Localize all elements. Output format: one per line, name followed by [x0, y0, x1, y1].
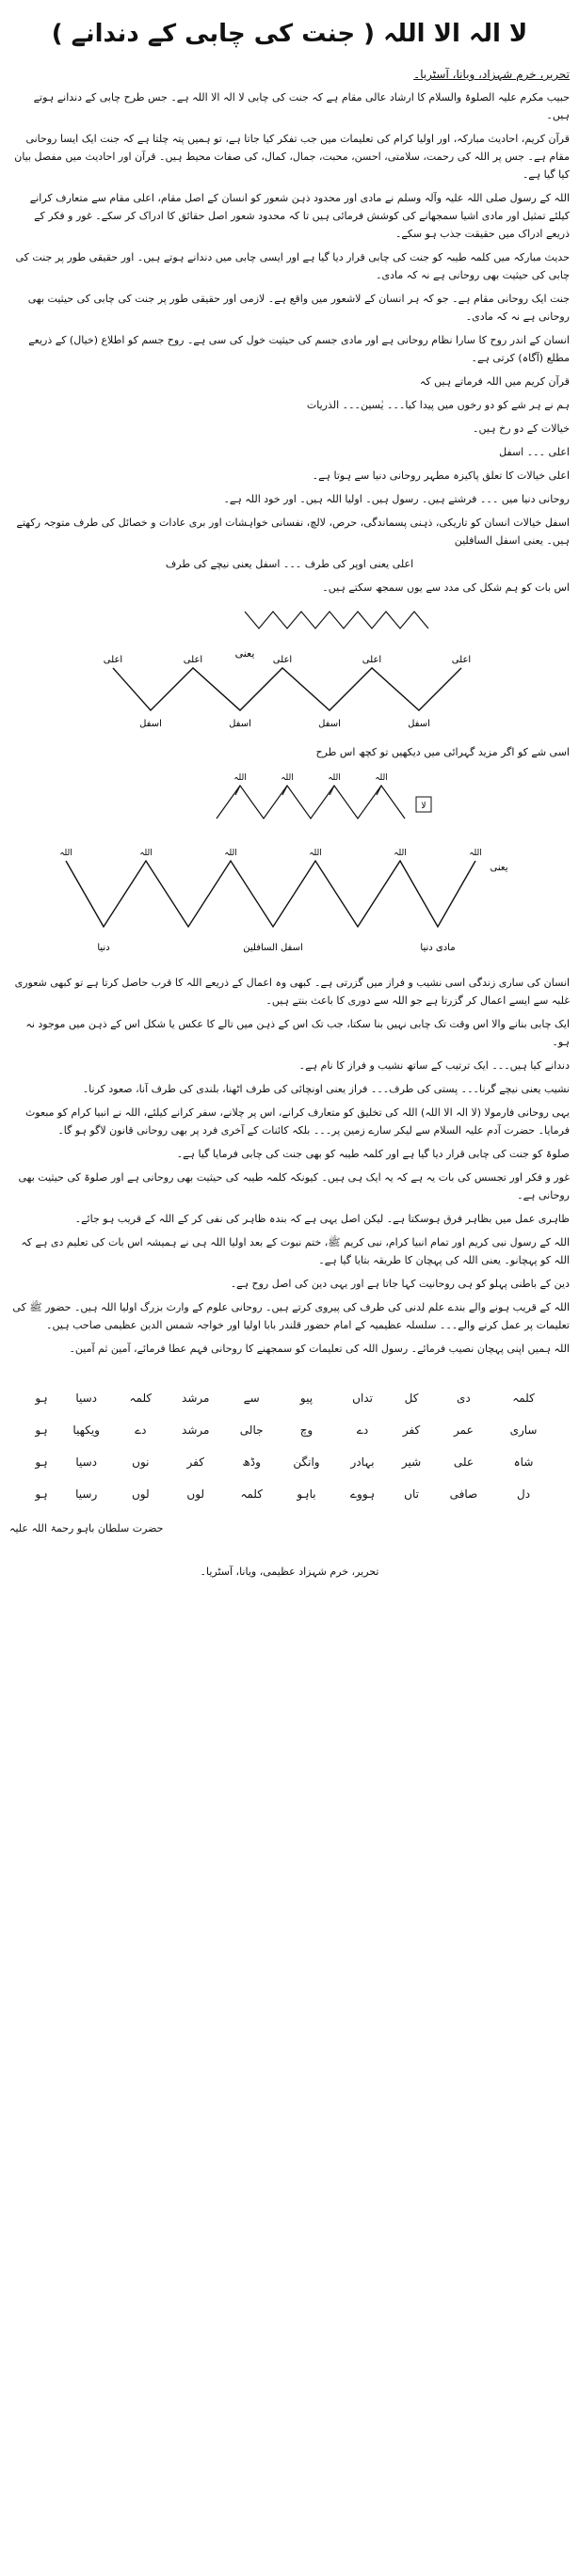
- valley-label: اسفل: [408, 719, 430, 729]
- poem-attribution: حضرت سلطان باہو رحمۃ اللہ علیہ: [9, 1522, 164, 1534]
- article-title: لا الہ الا اللہ ( جنت کی چابی کے دندانے ): [51, 20, 528, 48]
- poem-word: کفر: [402, 1423, 421, 1437]
- paragraph: اللہ کے قریب ہونے والے بندے علم لدنی کی طرف کی پیروی کرتے ہیں۔ روحانی علوم کے وارث بزرگ اولیا اللہ ہیں۔ حضور ﷺ کی تعلیمات پر عمل کرنے والے۔۔۔ سلسلہ عظیمیہ کے امام حضور قلندر بابا اولیا اور خواجہ شمس الدین عظیمی صاحب ہیں۔: [12, 1301, 570, 1331]
- poem-word: دی: [457, 1391, 471, 1405]
- zigzag-diagram: [9, 602, 570, 743]
- mid-lines-section: [9, 443, 570, 549]
- poem-word: کلمہ: [512, 1391, 535, 1405]
- paragraph: اعلی خیالات کا تعلق پاکیزہ مطہر روحانی دنیا سے ہوتا ہے۔: [312, 469, 570, 482]
- paragraph: روحانی دنیا میں ۔۔۔ فرشتے ہیں۔ رسول ہیں۔ اولیا اللہ ہیں۔ اور خود اللہ ہے۔: [223, 493, 570, 505]
- top-zigzag: [245, 612, 428, 628]
- poem-word: شیر: [401, 1455, 422, 1469]
- poem-word: ساری: [509, 1423, 538, 1437]
- paragraph: حدیث مبارکہ میں کلمہ طیبہ کو جنت کی چابی قرار دیا گیا ہے اور ایسی چابی میں دندانے ہوتے ہیں۔ اور حقیقی طور پر جنت کی چابی کی حیثیت بھی روحانی ہے نہ کہ مادی۔: [15, 251, 570, 281]
- paragraphs-section-b: [9, 974, 570, 1358]
- allah-peak-label: اللہ: [139, 849, 153, 858]
- footer-signature: تحریر، خرم شہزاد عظیمی، ویانا، آسٹریا۔: [200, 1566, 379, 1578]
- paragraph: قرآن کریم میں اللہ فرماتے ہیں کہ: [419, 375, 570, 388]
- poem-word: پیو: [299, 1391, 314, 1405]
- allah-peak-label: اللہ: [309, 849, 322, 858]
- valley-label: اسفل: [229, 719, 251, 729]
- paragraph: اسفل خیالات انسان کو تاریکی، ذہنی پسماندگی، حرص، لالچ، نفسانی خواہشات اور بری عادات و خصائل کی طرف متوجہ رکھتے ہیں۔ یعنی اسفل السافلین: [16, 517, 570, 547]
- paragraph: دین کے باطنی پہلو کو ہی روحانیت کہا جاتا ہے اور یہی دین کی اصل روح ہے۔: [230, 1278, 570, 1290]
- upper-arrows: [217, 786, 405, 819]
- peak-label: اعلی: [183, 655, 203, 665]
- poem-word: صافی: [449, 1487, 478, 1501]
- poem-word: دے: [356, 1423, 369, 1437]
- poem-word: کل: [404, 1391, 419, 1405]
- paragraph: حبیب مکرم علیہ الصلوۃ والسلام کا ارشاد عالی مقام ہے کہ جنت کی چابی لا الہ الا اللہ ہے۔ جس طرح چابی کے دندانے ہوتے ہیں۔: [33, 91, 570, 121]
- allah-peak-label: اللہ: [224, 849, 237, 858]
- allah-peak-label: اللہ: [469, 849, 482, 858]
- poem-word: کفر: [186, 1455, 204, 1469]
- peak-label: اعلی: [272, 655, 293, 665]
- paragraph: دندانے کیا ہیں۔۔۔ ایک ترتیب کے ساتھ نشیب و فراز کا نام ہے۔: [298, 1059, 570, 1072]
- paragraph: ہم نے ہر شے کو دو رخوں میں پیدا کیا۔۔۔ یٰسین۔۔۔ الذریات: [306, 399, 570, 411]
- diagram-intro: اس بات کو ہم شکل کی مدد سے یوں سمجھ سکتے ہیں۔: [322, 581, 570, 594]
- poem-word: شاہ: [513, 1455, 534, 1469]
- valley-label: اسفل: [318, 719, 341, 729]
- paragraph: یہی روحانی فارمولا (لا الہ الا اللہ) اللہ کی تخلیق کو متعارف کرانے، اس پر چلانے، سفر کرانے کیلئے، اللہ نے انبیا کرام کو مبعوث فرمایا۔ حضرت آدم علیہ السلام سے لیکر سارے زمین پر۔۔۔ بلکہ کائنات کے آخری فرد پر بھی روحانی قانون لاگو ہو گا۔: [24, 1106, 570, 1137]
- allah-label: اللہ: [375, 773, 388, 783]
- poem-word: کلمہ: [129, 1391, 153, 1405]
- allah-label: اللہ: [281, 773, 294, 783]
- paragraph: اللہ ہمیں اپنی پہچان نصیب فرمائے۔ رسول اللہ کی تعلیمات کو سمجھنے کا روحانی فہم عطا فرمائے، آمین ثم آمین۔: [69, 1343, 570, 1355]
- poem-line: [26, 1478, 554, 1510]
- poem-word: ہو: [35, 1487, 48, 1501]
- poem-word: رسیا: [75, 1487, 98, 1501]
- above-diagram-line: اعلی یعنی اوپر کی طرف ۔۔۔ اسفل یعنی نیچے کی طرف: [165, 558, 414, 570]
- main-zigzag: [113, 668, 461, 710]
- allah-label: اللہ: [328, 773, 341, 783]
- poem-word: نوں: [132, 1455, 150, 1469]
- paragraph: ظاہری عمل میں بظاہر فرق ہوسکتا ہے۔ لیکن اصل یہی ہے کہ بندہ ظاہر کی نفی کر کے اللہ کے قریب ہو جائے۔: [74, 1213, 570, 1225]
- paragraph: اللہ کے رسول نبی کریم اور تمام انبیا کرام، نبی کریم ﷺ، ختم نبوت کے بعد اولیا اللہ ہی نے ہمیشہ اس بات کی تعلیم دی ہے کہ اللہ کو پہچانو۔ یعنی اللہ کی پہچان کا طریقہ بتایا گیا ہے۔: [21, 1236, 570, 1266]
- valley-label: اسفل: [139, 719, 162, 729]
- poem-word: کلمہ: [240, 1487, 263, 1501]
- paragraph: نشیب یعنی نیچے گرنا۔۔۔ پستی کی طرف۔۔۔ فراز یعنی اونچائی کی طرف اٹھنا، بلندی کی طرف آنا، صعود کرنا۔: [82, 1083, 570, 1095]
- diagram1-top-label: یعنی: [234, 647, 255, 660]
- poem-word: لوں: [186, 1487, 205, 1501]
- byline: تحریر، خرم شہزاد، ویانا، آسٹریا۔: [413, 68, 570, 81]
- poem-word: مرشد: [182, 1391, 210, 1405]
- poem-word: بہادر: [350, 1455, 375, 1469]
- peak-label: اعلی: [362, 655, 382, 665]
- lower-mid-label: اسفل السافلین: [243, 943, 303, 953]
- poem-line: [26, 1414, 554, 1446]
- poem-word: دل: [516, 1487, 531, 1501]
- lower-zigzag: [66, 861, 475, 927]
- paragraph: غور و فکر اور تجسس کی بات یہ ہے کہ یہ ایک ہی ہیں۔ کیونکہ کلمہ طیبہ کی حیثیت بھی روحانی ہے اور صلوۃ کی حیثیت بھی روحانی ہے۔: [18, 1171, 570, 1201]
- poem-word: ہو: [35, 1423, 48, 1437]
- paragraph: خیالات کے دو رخ ہیں۔: [473, 422, 570, 435]
- poem-word: تداں: [352, 1391, 373, 1405]
- allah-label: اللہ: [233, 773, 247, 783]
- poem-word: وانگن: [293, 1455, 320, 1469]
- paragraph: انسان کے اندر روح کا سارا نظام روحانی ہے اور مادی جسم کی حیثیت خول کی سی ہے۔ روح جسم کو اطلاع (خیال) کے ذریعے مطلع (آگاہ) کرتی ہے۔: [28, 334, 570, 364]
- poem-word: دسیا: [75, 1391, 98, 1405]
- poem-line: [26, 1382, 554, 1414]
- peak-label: اعلی: [103, 655, 123, 665]
- deep-zigzag-diagram: [9, 767, 570, 974]
- lower-right-label: مادی دنیا: [420, 943, 456, 953]
- poem-word: ویکھیا: [72, 1423, 100, 1437]
- poem-table: [26, 1382, 554, 1510]
- allah-peak-label: اللہ: [59, 849, 72, 858]
- lower-left-label: دنیا: [97, 943, 110, 953]
- poem-word: جالی: [239, 1423, 264, 1437]
- poem-word: باہو: [297, 1487, 316, 1501]
- poem-word: ہو: [35, 1455, 48, 1469]
- paragraph: انسان کی ساری زندگی اسی نشیب و فراز میں گزرتی ہے۔ کبھی وہ اعمال کے ذریعے اللہ کا قرب حاصل کرتا ہے تو کبھی شعوری غلبہ سے ایسے اعمال کر گزرتا ہے جو اللہ سے دوری کا باعث بنتے ہیں۔: [14, 977, 570, 1007]
- paragraphs-section-a: [9, 88, 570, 437]
- peak-label: اعلی: [451, 655, 472, 665]
- la-label: لا: [421, 802, 426, 811]
- paragraph: جنت ایک روحانی مقام ہے۔ جو کہ ہر انسان کے لاشعور میں واقع ہے۔ لازمی اور حقیقی طور پر جنت کی چابی کی حیثیت بھی روحانی ہے نہ کہ مادی۔: [27, 293, 570, 323]
- poem-word: مرشد: [182, 1423, 210, 1437]
- poem-line: [26, 1446, 554, 1478]
- poem-word: وڈھ: [242, 1455, 261, 1469]
- poem-word: تاں: [404, 1487, 419, 1501]
- poem-word: لوں: [131, 1487, 150, 1501]
- paragraph: ایک چابی بنانے والا اس وقت تک چابی نہیں بنا سکتا، جب تک اس کے ذہن میں تالے کا عکس یا شکل اس کے ذہن میں موجود نہ ہو۔: [25, 1018, 570, 1048]
- poem-word: ہو: [35, 1391, 48, 1405]
- poem-word: وچ: [299, 1423, 314, 1437]
- allah-peak-label: اللہ: [394, 849, 407, 858]
- poem-word: سے: [243, 1391, 260, 1405]
- poem-word: دے: [135, 1423, 147, 1437]
- diagram2-right-label: یعنی: [490, 863, 508, 873]
- poem-word: دسیا: [75, 1455, 98, 1469]
- poem-word: ہووے: [350, 1487, 376, 1501]
- paragraph: اللہ کے رسول صلی اللہ علیہ وآلہ وسلم نے مادی اور محدود ذہن شعور کو انسان کے اصل مقام، اعلی مقام سے متعارف کرانے کیلئے تمثیل اور مادی اشیا سمجھانے کی کوشش فرمائی ہیں تا کہ محدود شعور اصل حقائق کا ادراک کر سکے۔ غور و فکر کے ذریعے ادراک میں حقیقت جذب ہو سکے۔: [29, 192, 570, 240]
- poem-word: علی: [453, 1455, 474, 1469]
- diagram2-intro: اسی شے کو اگر مزید گہرائی میں دیکھیں تو کچھ اس طرح: [315, 746, 570, 758]
- paragraph: اعلی ۔۔۔ اسفل: [499, 446, 570, 458]
- paragraph: قرآن کریم، احادیث مبارکہ، اور اولیا کرام کی تعلیمات میں جب تفکر کیا جاتا ہے، تو ہمیں پتہ چلتا ہے کہ جنت ایک ایسا روحانی مقام ہے۔ جس پر اللہ کی رحمت، سلامتی، احسن، محبت، جمال، کمال، کی صفات محیط ہیں۔ قرآن اور احادیث میں مفصل بیان کیا گیا ہے۔: [14, 133, 570, 181]
- paragraph: صلوۃ کو جنت کی چابی قرار دیا گیا ہے اور کلمہ طیبہ کو بھی جنت کی چابی فرمایا گیا ہے۔: [176, 1148, 570, 1160]
- poem-word: عمر: [454, 1423, 474, 1437]
